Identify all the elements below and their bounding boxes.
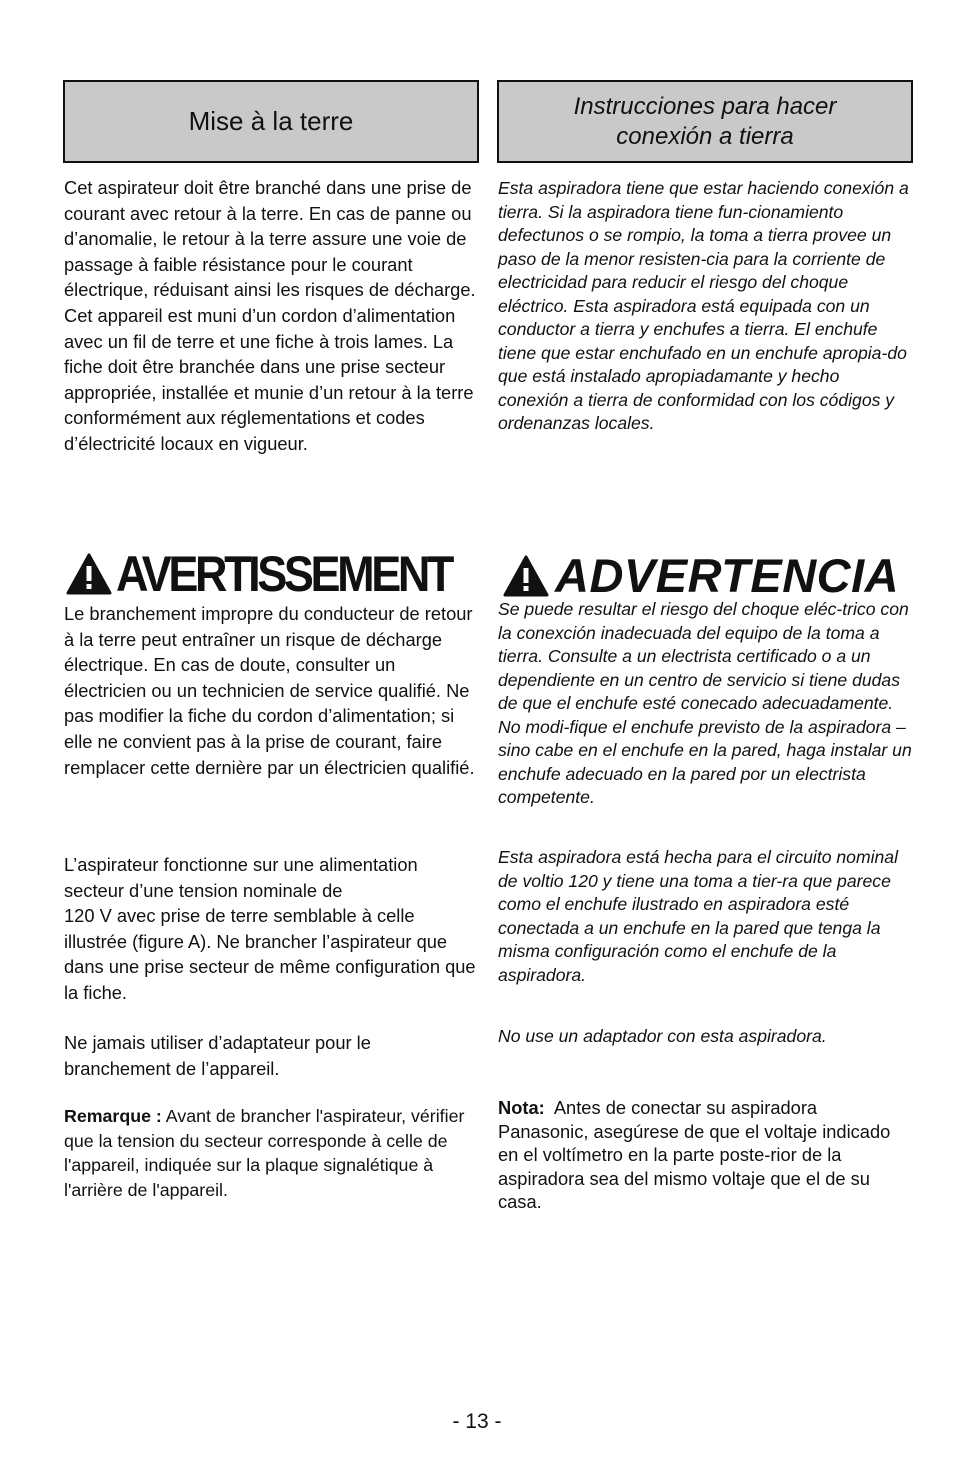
header-title-spanish xyxy=(574,92,837,152)
french-note-text: Avant de brancher l'aspirateur, vérifier que la tension du secteur corresponde à celle de l'appareil, indiquée sur la plaque signalétique à l'arrière de l'appareil. xyxy=(64,1106,465,1200)
header-box-french xyxy=(63,80,479,163)
french-voltage-text-1: L’aspirateur fonctionne sur une alimentation secteur d’une tension nominale de xyxy=(64,854,418,901)
spanish-note-block xyxy=(498,1096,912,1214)
spanish-intro-block xyxy=(498,177,912,436)
spanish-warning-text: Se puede resultar el riesgo del choque eléc-trico con la conexción inadecuada del equipo de la toma a tierra. Consulte a un electrista certificado o a un dependiente en un centro de servicio si tiene dudas de que el enchufe esté conecado adecuadamente. No modi-fique el enchufe previsto de la aspiradora – sino cabe en el enchufe en la pared, haga instalar un enchufe adecuado en la pared por un electrista competente. xyxy=(498,599,912,807)
french-adapter-block xyxy=(64,1030,476,1081)
spanish-intro-text: Esta aspiradora tiene que estar haciendo conexión a tierra. Si la aspiradora tiene fun-cionamiento defectunos o se rompio, la toma a tierra provee un paso de la menor resisten-cia para la corriente de electricidad para reducir el riesgo del choque eléctrico. Esta aspiradora está equipada con un conductor a tierra y enchufes a tierra. El enchufe tiene que estar enchufado en un enchufe apropia-do que está instalado apropiadamante y hecho conexión a tierra de conformidad con los códigos y ordenanzas locales. xyxy=(498,178,909,433)
spanish-warning-heading xyxy=(503,548,899,603)
french-adapter-text: Ne jamais utiliser d’adaptateur pour le branchement de l’appareil. xyxy=(64,1032,371,1079)
french-warning-title: AVERTISSEMENT xyxy=(116,544,452,602)
header-title-spanish-line1: Instrucciones para hacer xyxy=(573,92,837,120)
warning-triangle-icon xyxy=(66,553,112,595)
spanish-note xyxy=(498,1096,912,1214)
spanish-warning-block xyxy=(498,598,912,810)
french-note-block xyxy=(64,1104,478,1202)
spanish-warning-title: ADVERTENCIA xyxy=(555,549,900,602)
page-number: - 13 - xyxy=(452,1410,502,1433)
spanish-adapter-block xyxy=(498,1025,912,1049)
spanish-note-text: Antes de conectar su aspiradora Panasonic, asegúrese de que el voltaje indicado en el voltímetro en la parte poste-rior de la aspiradora sea del mismo voltaje que el de su casa. xyxy=(498,1097,896,1213)
french-note-label: Remarque : xyxy=(64,1106,162,1126)
french-voltage-text-2: 120 V avec prise de terre semblable à celle illustrée (figure A). Ne brancher l’aspirateur que dans une prise secteur de même configuration que la fiche. xyxy=(64,905,476,1003)
spanish-voltage-text: Esta aspiradora está hecha para el circuito nominal de voltio 120 y tiene una toma a tier-ra que parece como el enchufe ilustrado en aspiradora esté conectada a un enchufe en la pared que tenga la misma configuración como el enchufe de la aspiradora. xyxy=(498,847,898,985)
french-warning-heading xyxy=(66,544,452,602)
header-box-spanish xyxy=(497,80,913,163)
french-voltage-block xyxy=(64,852,476,1006)
french-warning-text: Le branchement impropre du conducteur de retour à la terre peut entraîner un risque de décharge électrique. En cas de doute, consulter un électricien ou un technicien de service qualifié. Ne pas modifier la fiche du cordon d’alimentation; si elle ne convient pas à la prise de courant, faire remplacer cette dernière par un électricien qualifié. xyxy=(64,603,475,778)
french-intro-text: Cet aspirateur doit être branché dans une prise de courant avec retour à la terre. En cas de panne ou d’anomalie, le retour à la terre assure une voie de passage à faible résistance pour le courant électrique, réduisant ainsi les risques de décharge. Cet appareil est muni d’un cordon d’alimentation avec un fil de terre et une fiche à trois lames. La fiche doit être branchée dans une prise secteur appropriée, installée et munie d’un retour à la terre conformément aux réglementations et codes d’électricité locaux en vigueur. xyxy=(64,177,476,454)
french-intro-block xyxy=(64,175,476,457)
warning-triangle-icon xyxy=(503,555,549,597)
spanish-voltage-block xyxy=(498,846,912,987)
french-warning-block xyxy=(64,601,476,780)
header-title-spanish-line2: conexión a tierra xyxy=(616,122,794,150)
spanish-adapter-text: No use un adaptador con esta aspiradora. xyxy=(498,1026,827,1046)
french-note xyxy=(64,1104,478,1202)
spanish-note-label: Nota: xyxy=(498,1097,545,1118)
header-title-french: Mise à la terre xyxy=(188,106,354,136)
